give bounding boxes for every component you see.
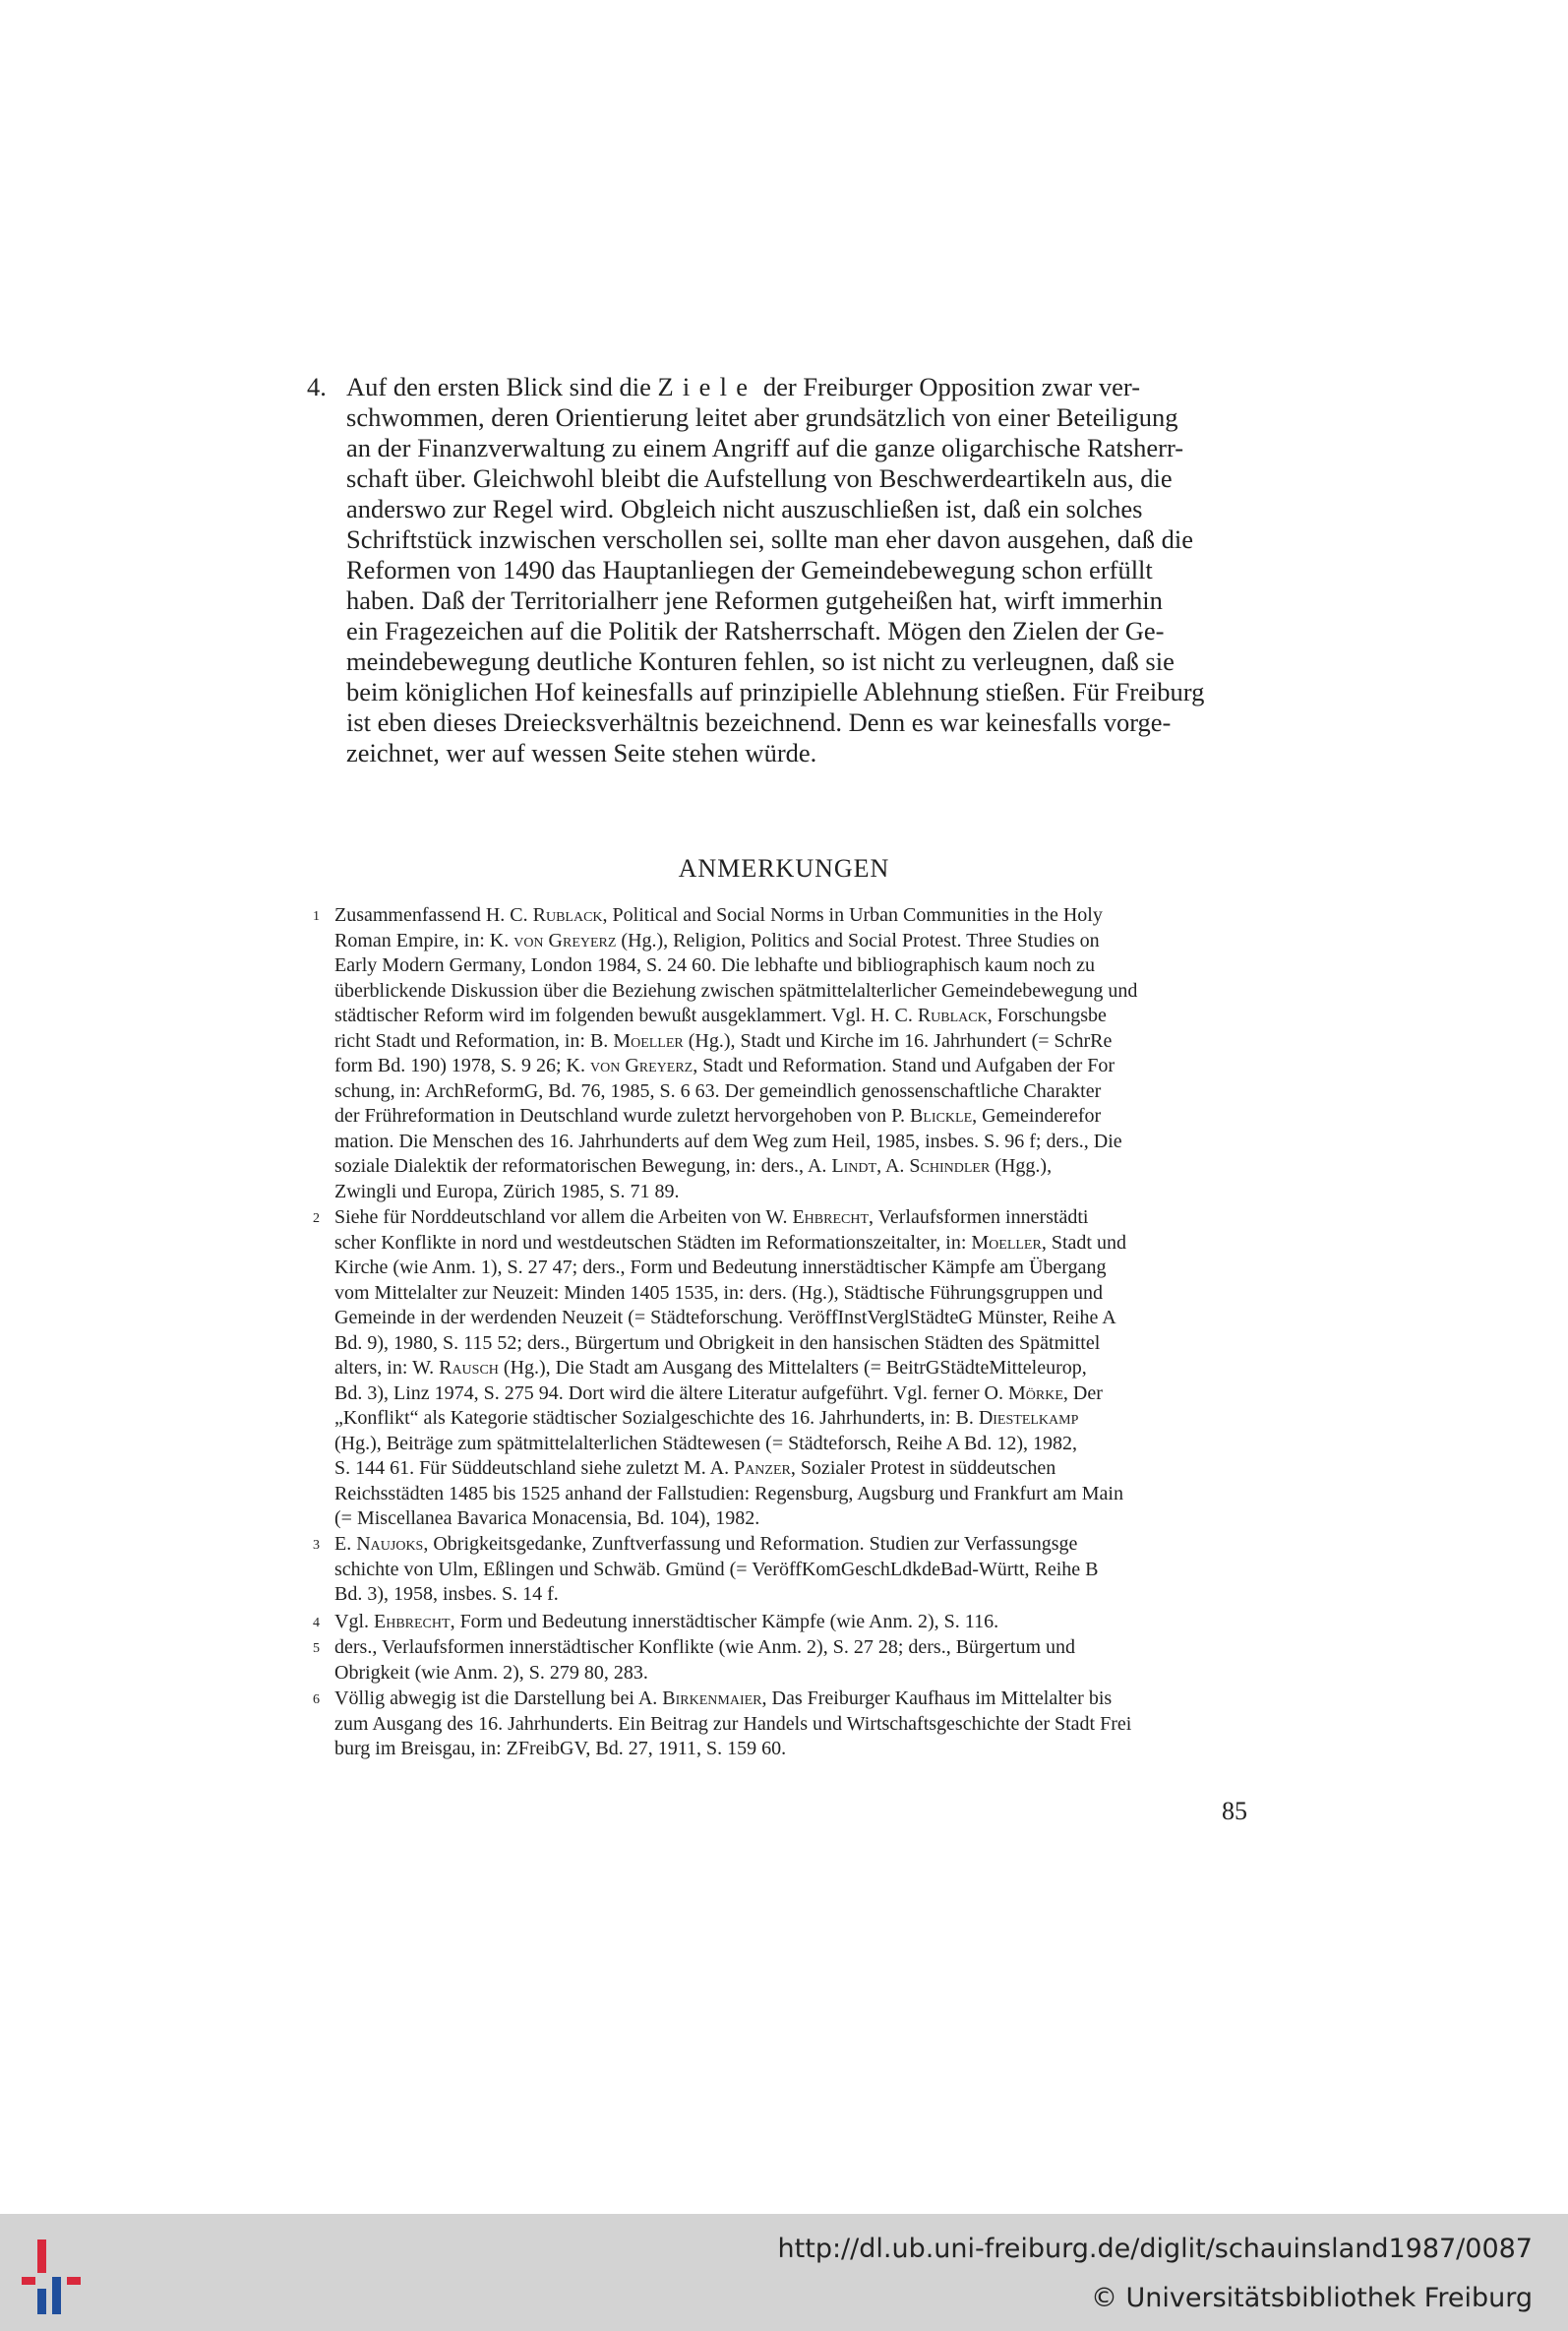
footer-bar — [0, 2214, 1568, 2331]
paragraph-line: schaft über. Gleichwohl bleibt die Aufstellung von Beschwerdeartikeln aus, die — [346, 463, 1173, 493]
footnote-line: Völlig abwegig ist die Darstellung bei A. Birkenmaier, Das Freiburger Kaufhaus im Mittelalter bis — [334, 1687, 1113, 1709]
footnote-line: der Frühreformation in Deutschland wurde zuletzt hervorgehoben von P. Blickle, Gemeinderefor — [334, 1105, 1102, 1127]
paragraph-number: 4. — [307, 372, 327, 401]
footnote-line: Gemeinde in der werdenden Neuzeit (= Städteforschung. VeröffInstVerglStädteG Münster, Reihe A — [334, 1307, 1116, 1328]
footnote-line: Bd. 9), 1980, S. 115 52; ders., Bürgertum und Obrigkeit in den hansischen Städten des Spätmittel — [334, 1331, 1101, 1354]
paragraph-line: beim königlichen Hof keinesfalls auf prinzipielle Ablehnung stießen. Für Freiburg — [346, 677, 1205, 706]
footnote-number: 5 — [313, 1641, 320, 1656]
footnote-number: 6 — [313, 1692, 320, 1707]
paragraph-line: anderswo zur Regel wird. Obgleich nicht auszuschließen ist, daß ein solches — [346, 494, 1143, 523]
paragraph-line: meindebewegung deutliche Konturen fehlen, so ist nicht zu verleugnen, daß sie — [346, 646, 1175, 676]
footnote-line: Kirche (wie Anm. 1), S. 27 47; ders., Form und Bedeutung innerstädtischer Kämpfe am Übergang — [334, 1257, 1107, 1278]
paragraph-line: Schriftstück inzwischen verschollen sei, sollte man eher davon ausgehen, daß die — [346, 524, 1193, 554]
footnote-number: 4 — [313, 1616, 320, 1630]
footnote-line: scher Konflikte in nord und westdeutschen Städten im Reformationszeitalter, in: Moeller, Stadt und — [334, 1231, 1126, 1254]
section-heading: ANMERKUNGEN — [678, 854, 890, 883]
footnote-line: S. 144 61. Für Süddeutschland siehe zuletzt M. A. Panzer, Sozialer Protest in süddeutschen — [334, 1457, 1056, 1479]
footnote-line: überblickende Diskussion über die Beziehung zwischen spätmittelalterlicher Gemeindebewegung und — [334, 979, 1138, 1002]
footnote-number: 3 — [313, 1538, 320, 1553]
footnote-line: soziale Dialektik der reformatorischen Bewegung, in: ders., A. Lindt, A. Schindler (Hgg.), — [334, 1155, 1053, 1177]
footnote-line: Roman Empire, in: K. von Greyerz (Hg.), Religion, Politics and Social Protest. Three Studies on — [334, 929, 1100, 951]
footnote-line: Vgl. Ehbrecht, Form und Bedeutung innerstädtischer Kämpfe (wie Anm. 2), S. 116. — [334, 1611, 999, 1632]
footnote-line: (Hg.), Beiträge zum spätmittelalterlichen Städtewesen (= Städteforsch, Reihe A Bd. 12), 1982, — [334, 1432, 1077, 1454]
footnote-line: alters, in: W. Rausch (Hg.), Die Stadt am Ausgang des Mittelalters (= BeitrGStädteMitteleurop, — [334, 1357, 1087, 1379]
footnote-line: Bd. 3), Linz 1974, S. 275 94. Dort wird die ältere Literatur aufgeführt. Vgl. ferner O. Mörke, Der — [334, 1381, 1103, 1404]
footnote-line: E. Naujoks, Obrigkeitsgedanke, Zunftverfassung und Reformation. Studien zur Verfassungsge — [334, 1533, 1078, 1555]
footnote-line: Early Modern Germany, London 1984, S. 24 60. Die lebhafte und bibliographisch kaum noch zu — [334, 954, 1095, 976]
footnote-number: 1 — [313, 909, 320, 924]
page-number: 85 — [1222, 1797, 1247, 1825]
footnote-line: „Konflikt“ als Kategorie städtischer Sozialgeschichte des 16. Jahrhunderts, in: B. Diestelkamp — [334, 1407, 1079, 1429]
footnote-line: städtischer Reform wird im folgenden bewußt ausgeklammert. Vgl. H. C. Rublack, Forschungsbe — [334, 1005, 1107, 1026]
footnote-line: Zwingli und Europa, Zürich 1985, S. 71 89. — [334, 1180, 680, 1202]
footnote-number: 2 — [313, 1211, 320, 1226]
spaced-word: Ziele — [657, 372, 757, 401]
footnote-line: (= Miscellanea Bavarica Monacensia, Bd. 104), 1982. — [334, 1507, 760, 1529]
footnote-line: schung, in: ArchReformG, Bd. 76, 1985, S. 6 63. Der gemeindlich genossenschaftliche Charakter — [334, 1079, 1102, 1102]
document-url-link[interactable]: http://dl.ub.uni-freiburg.de/diglit/schauinsland1987/0087 — [777, 2234, 1533, 2264]
footnote-line: Obrigkeit (wie Anm. 2), S. 279 80, 283. — [334, 1661, 648, 1684]
footnote-line: form Bd. 190) 1978, S. 9 26; K. von Greyerz, Stadt und Reformation. Stand und Aufgaben der For — [334, 1055, 1116, 1076]
footnote-line: mation. Die Menschen des 16. Jahrhunderts auf dem Weg zum Heil, 1985, insbes. S. 96 f; ders., Die — [334, 1130, 1122, 1152]
paragraph-line: ein Fragezeichen auf die Politik der Ratsherrschaft. Mögen den Zielen der Ge- — [346, 616, 1165, 645]
footnote-line: zum Ausgang des 16. Jahrhunderts. Ein Beitrag zur Handels und Wirtschaftsgeschichte der Stadt Frei — [334, 1712, 1132, 1735]
footnote-line: burg im Breisgau, in: ZFreibGV, Bd. 27, 1911, S. 159 60. — [334, 1738, 787, 1759]
paragraph-line: zeichnet, wer auf wessen Seite stehen würde. — [346, 738, 817, 767]
paragraph-line: haben. Daß der Territorialherr jene Reformen gutgeheißen hat, wirft immerhin — [346, 585, 1163, 615]
footnote-line: ders., Verlaufsformen innerstädtischer Konflikte (wie Anm. 2), S. 27 28; ders., Bürgertum und — [334, 1636, 1076, 1658]
footnote-line: Reichsstädten 1485 bis 1525 anhand der Fallstudien: Regensburg, Augsburg und Frankfurt am Main — [334, 1482, 1123, 1504]
paragraph-line: an der Finanzverwaltung zu einem Angriff auf die ganze oligarchische Ratsherr- — [346, 433, 1184, 462]
footnote-line: richt Stadt und Reformation, in: B. Moeller (Hg.), Stadt und Kirche im 16. Jahrhundert (= SchrRe — [334, 1029, 1113, 1052]
footnote-line: schichte von Ulm, Eßlingen und Schwäb. Gmünd (= VeröffKomGeschLdkdeBad-Württ, Reihe B — [334, 1558, 1099, 1580]
ub-freiburg-logo-icon — [16, 2236, 100, 2318]
footnote-line: vom Mittelalter zur Neuzeit: Minden 1405 1535, in: ders. (Hg.), Städtische Führungsgruppen und — [334, 1281, 1103, 1304]
footnote-line: Siehe für Norddeutschland vor allem die Arbeiten von W. Ehbrecht, Verlaufsformen innerstädti — [334, 1206, 1089, 1228]
paragraph-line: ist eben dieses Dreiecksverhältnis bezeichnend. Denn es war keinesfalls vorge- — [346, 707, 1172, 737]
copyright-notice: © Universitätsbibliothek Freiburg — [1090, 2283, 1533, 2313]
paragraph-line: schwommen, deren Orientierung leitet aber grundsätzlich von einer Beteiligung — [346, 402, 1178, 432]
footnote-line: Zusammenfassend H. C. Rublack, Political and Social Norms in Urban Communities in the Holy — [334, 904, 1103, 926]
footnote-line: Bd. 3), 1958, insbes. S. 14 f. — [334, 1583, 559, 1605]
paragraph-line: Reformen von 1490 das Hauptanliegen der Gemeindebewegung schon erfüllt — [346, 555, 1153, 584]
paragraph-line: Auf den ersten Blick sind die Ziele der Freiburger Opposition zwar ver- — [346, 372, 1141, 401]
